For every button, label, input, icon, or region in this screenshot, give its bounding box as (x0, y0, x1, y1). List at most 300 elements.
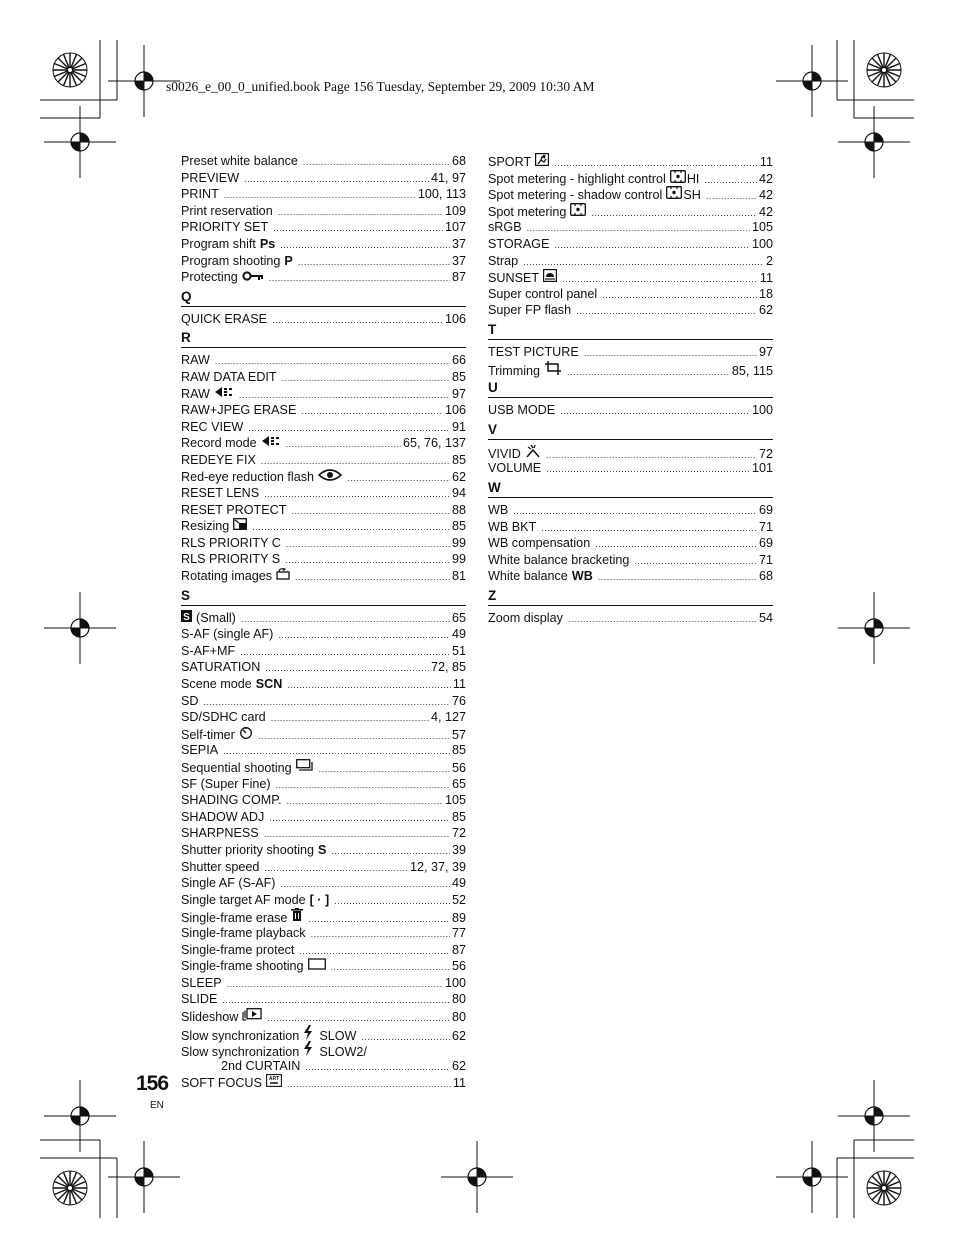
dot-leader (331, 959, 450, 976)
entry-page-ref: 62 (451, 1058, 466, 1073)
reg-mark-bottom-center (441, 1141, 513, 1213)
entry-term: Program shift (181, 236, 256, 251)
index-entry (181, 1025, 466, 1042)
index-entry (181, 170, 466, 187)
dot-leader (331, 843, 450, 860)
reg-mark-mid-right (838, 592, 910, 664)
dot-leader (523, 254, 764, 271)
dot-leader (248, 420, 450, 437)
dot-leader (222, 992, 450, 1009)
entry-page-ref: 42 (758, 204, 773, 219)
index-entry (181, 203, 466, 220)
entry-term: 2nd CURTAIN (221, 1058, 301, 1073)
dot-leader (269, 810, 450, 827)
dot-leader (347, 470, 450, 487)
index-entry (488, 344, 773, 361)
entry-page-ref: 100 (751, 403, 773, 418)
index-entry (488, 219, 773, 236)
entry-term: RESET LENS (181, 486, 260, 501)
entry-term: RAW (181, 386, 210, 401)
section-letter-heading: V (488, 420, 773, 440)
entry-term: SPORT (488, 155, 532, 169)
entry-page-ref: 37 (451, 253, 466, 268)
index-entry (181, 792, 466, 809)
entry-term: Shutter priority shooting (181, 842, 315, 857)
dot-leader (305, 1059, 450, 1076)
entry-suffix: HI (686, 171, 700, 186)
entry-page-ref: 11 (452, 677, 466, 692)
dot-leader (546, 461, 750, 478)
entry-page-ref: 101 (751, 461, 773, 476)
entry-term: Single-frame playback (181, 925, 306, 940)
entry-term: S-AF (single AF) (181, 627, 274, 642)
entry-page-ref: 85 (451, 519, 466, 534)
dot-leader (704, 172, 757, 189)
page-number: 156 (136, 1072, 169, 1095)
entry-page-ref: 99 (451, 535, 466, 550)
entry-term: Single target AF mode (181, 892, 306, 907)
index-entry (181, 352, 466, 369)
dot-leader (595, 536, 757, 553)
entry-suffix: SLOW (319, 1028, 357, 1043)
index-entry (488, 402, 773, 419)
dot-leader (227, 976, 443, 993)
index-entry (181, 402, 466, 419)
dot-leader (282, 370, 450, 387)
entry-term: SHARPNESS (181, 826, 259, 841)
language-code: EN (150, 1100, 164, 1111)
index-entry (181, 469, 466, 486)
self-timer-icon (239, 726, 253, 744)
dot-leader (265, 660, 429, 677)
dot-leader (513, 503, 757, 520)
entry-term: SLEEP (181, 975, 222, 990)
entry-term: Rotating images (181, 569, 273, 584)
entry-page-ref: 62 (451, 469, 466, 484)
entry-page-ref: 88 (451, 502, 466, 517)
dot-leader (241, 611, 450, 628)
entry-symbol: SCN (255, 677, 283, 692)
entry-term: Spot metering - highlight control (488, 171, 666, 186)
entry-page-ref: 69 (758, 502, 773, 517)
index-entry (181, 925, 466, 942)
entry-page-ref: 11 (759, 155, 773, 169)
dot-leader (264, 826, 450, 843)
entry-page-ref: 72, 85 (430, 660, 466, 675)
dot-leader (264, 486, 450, 503)
entry-page-ref: 51 (451, 643, 466, 658)
index-entry (181, 693, 466, 710)
entry-page-ref: 106 (444, 311, 466, 326)
dot-leader (298, 254, 450, 271)
entry-term: Resizing (181, 519, 230, 534)
dot-leader (285, 552, 450, 569)
entry-page-ref: 89 (451, 911, 466, 926)
entry-page-ref: 49 (451, 627, 466, 642)
entry-page-ref: 105 (751, 220, 773, 235)
dot-leader (286, 536, 450, 553)
entry-page-ref: 65 (451, 610, 466, 625)
dot-leader (568, 611, 757, 628)
entry-term: Single AF (S-AF) (181, 876, 276, 891)
index-column-right (488, 153, 773, 626)
dot-leader (264, 860, 408, 877)
reg-mark-mid-left (44, 592, 116, 664)
index-entry (181, 369, 466, 386)
entry-term: TEST PICTURE (488, 344, 579, 359)
entry-page-ref: 12, 37, 39 (409, 859, 466, 874)
entry-term: Print reservation (181, 203, 273, 218)
section-letter-heading: Q (181, 287, 466, 307)
entry-term: Record mode (181, 436, 257, 451)
sport-icon (535, 153, 549, 171)
entry-page-ref: 97 (758, 344, 773, 359)
dot-leader (706, 188, 757, 205)
index-entry (488, 286, 773, 303)
entry-page-ref: 71 (758, 519, 773, 534)
entry-page-ref: 85 (451, 369, 466, 384)
entry-term: WB (488, 502, 509, 517)
entry-page-ref: 62 (758, 303, 773, 318)
dot-leader (634, 553, 757, 570)
index-entry (488, 444, 773, 461)
entry-symbol: P (284, 253, 293, 268)
entry-page-ref: 100 (751, 236, 773, 251)
entry-page-ref: 39 (451, 842, 466, 857)
entry-term: VOLUME (488, 461, 542, 476)
entry-page-ref: 85 (451, 452, 466, 467)
entry-term: SOFT FOCUS (181, 1076, 262, 1091)
entry-term: Preset white balance (181, 154, 298, 168)
dot-leader (287, 677, 451, 694)
entry-term: Sequential shooting (181, 761, 292, 775)
entry-term: REDEYE FIX (181, 452, 256, 467)
dot-leader (303, 154, 450, 171)
dot-leader (598, 569, 757, 586)
dot-leader (215, 353, 450, 370)
entry-term: SHADOW ADJ (181, 809, 265, 824)
dot-leader (576, 303, 757, 320)
entry-page-ref: 91 (451, 419, 466, 434)
index-entry (488, 186, 773, 203)
dot-leader (287, 793, 443, 810)
dot-leader (541, 520, 757, 537)
entry-symbol: [ · ] (309, 892, 330, 907)
dot-leader (295, 569, 450, 586)
index-entry (181, 551, 466, 568)
entry-symbol: S (318, 842, 327, 857)
small-s-icon (181, 610, 192, 627)
entry-page-ref: 99 (451, 552, 466, 567)
entry-page-ref: 107 (444, 220, 466, 235)
dot-leader (239, 387, 450, 404)
dot-leader (361, 1029, 450, 1046)
index-entry (488, 269, 773, 286)
index-entry (181, 1058, 466, 1075)
dot-leader (334, 893, 450, 910)
entry-page-ref: 80 (451, 1009, 466, 1024)
index-entry (181, 269, 466, 286)
entry-page-ref: 85, 115 (731, 363, 773, 378)
section-letter-heading: T (488, 320, 773, 340)
entry-page-ref: 76 (451, 693, 466, 708)
entry-page-ref: 42 (758, 188, 773, 203)
entry-term: PRINT (181, 187, 219, 202)
dot-leader (319, 761, 450, 778)
entry-page-ref: 62 (451, 1028, 466, 1043)
entry-term: Trimming (488, 363, 541, 378)
index-entry (181, 759, 466, 776)
entry-term: WB compensation (488, 536, 591, 551)
entry-page-ref: 106 (444, 403, 466, 418)
index-entry (181, 1074, 466, 1091)
entry-term: S-AF+MF (181, 643, 236, 658)
entry-term: SATURATION (181, 660, 261, 675)
index-entry (488, 502, 773, 519)
dot-leader (280, 876, 450, 893)
index-entry (181, 419, 466, 436)
section-letter-heading: Z (488, 586, 773, 606)
index-entry (488, 170, 773, 187)
index-entry (181, 975, 466, 992)
entry-page-ref: 41, 97 (430, 170, 466, 185)
index-entry (181, 908, 466, 925)
corner-mark-bottom-right (776, 1080, 914, 1218)
index-entry (181, 153, 466, 170)
spot-icon (670, 170, 686, 188)
index-entry (181, 842, 466, 859)
index-entry (488, 552, 773, 569)
entry-page-ref: 97 (451, 386, 466, 401)
entry-term: SF (Super Fine) (181, 776, 271, 791)
entry-page-ref: 72 (451, 826, 466, 841)
dot-leader (267, 1010, 450, 1027)
index-entry (488, 535, 773, 552)
corner-mark-top-right (776, 40, 914, 178)
entry-term: Shutter speed (181, 859, 260, 874)
index-entry (181, 958, 466, 975)
entry-term: Zoom display (488, 610, 563, 625)
entry-page-ref: 80 (451, 992, 466, 1007)
index-entry (181, 776, 466, 793)
index-entry (488, 460, 773, 477)
entry-page-ref: 77 (451, 925, 466, 940)
entry-page-ref: 68 (451, 154, 466, 168)
entry-term: USB MODE (488, 403, 556, 418)
entry-page-ref: 56 (451, 959, 466, 974)
resize-icon (233, 518, 247, 535)
entry-term: REC VIEW (181, 419, 244, 434)
sequential-icon (296, 759, 314, 777)
index-entry (181, 435, 466, 452)
index-entry (181, 659, 466, 676)
entry-page-ref: 100 (444, 975, 466, 990)
entry-term: Single-frame protect (181, 942, 295, 957)
entry-term: Self-timer (181, 727, 235, 742)
entry-term: SD/SDHC card (181, 710, 266, 725)
dot-leader (560, 403, 750, 420)
raw-icon (261, 435, 281, 452)
key-icon (242, 269, 264, 286)
index-entry (488, 568, 773, 585)
index-entry (181, 236, 466, 253)
index-entry (181, 809, 466, 826)
entry-term: RLS PRIORITY S (181, 552, 281, 567)
dot-leader (272, 312, 443, 329)
entry-suffix: SH (683, 188, 701, 203)
entry-term: RESET PROTECT (181, 502, 287, 517)
raw-icon (214, 386, 234, 403)
entry-page-ref: 65, 76, 137 (402, 436, 466, 451)
dot-leader (584, 345, 757, 362)
dot-leader (567, 364, 730, 381)
dot-leader (554, 237, 750, 254)
index-entry (181, 219, 466, 236)
index-entry (181, 518, 466, 535)
entry-term: RAW (181, 353, 210, 368)
entry-page-ref: 42 (758, 171, 773, 186)
index-entry (488, 302, 773, 319)
entry-page-ref: 100, 113 (417, 187, 466, 202)
dot-leader (252, 519, 450, 536)
index-entry (488, 519, 773, 536)
dot-leader (223, 743, 450, 760)
index-entry (488, 153, 773, 170)
dot-leader (258, 728, 450, 745)
eye-icon (318, 469, 342, 486)
entry-page-ref: 87 (451, 270, 466, 285)
sunset-icon (543, 269, 557, 287)
dot-leader (261, 453, 450, 470)
entry-page-ref: 105 (444, 793, 466, 808)
index-entry (181, 709, 466, 726)
dot-leader (291, 503, 450, 520)
dot-leader (271, 710, 429, 727)
index-entry (181, 502, 466, 519)
index-entry (181, 186, 466, 203)
entry-page-ref: 109 (444, 203, 466, 218)
spot-icon (570, 203, 586, 221)
entry-term: PRIORITY SET (181, 220, 269, 235)
rotate-icon (276, 568, 290, 585)
section-letter-heading: R (181, 328, 466, 348)
spot-icon (666, 186, 682, 204)
entry-term: RAW DATA EDIT (181, 369, 277, 384)
index-entry (181, 386, 466, 403)
index-entry (181, 568, 466, 585)
entry-term: WB BKT (488, 519, 537, 534)
dot-leader (273, 220, 443, 237)
entry-page-ref: 71 (758, 552, 773, 567)
index-entry (181, 535, 466, 552)
index-entry (488, 203, 773, 220)
entry-page-ref: 85 (451, 809, 466, 824)
index-entry (181, 859, 466, 876)
dot-leader (301, 403, 443, 420)
index-entry (488, 253, 773, 270)
index-entry (488, 236, 773, 253)
book-slug: s0026_e_00_0_unified.book Page 156 Tuesday, September 29, 2009 10:30 AM (166, 79, 595, 94)
entry-suffix: SLOW2/ (319, 1045, 367, 1060)
entry-page-ref: 87 (451, 942, 466, 957)
dot-leader (287, 1076, 451, 1093)
entry-term: Spot metering (488, 204, 567, 219)
index-entry (181, 452, 466, 469)
entry-term: SEPIA (181, 743, 219, 758)
index-entry (181, 825, 466, 842)
index-entry (181, 311, 466, 328)
index-entry (181, 676, 466, 693)
index-entry (181, 485, 466, 502)
section-letter-heading: W (488, 478, 773, 498)
entry-symbol: WB (571, 569, 593, 584)
entry-term: STORAGE (488, 236, 550, 251)
section-letter-heading: U (488, 378, 773, 398)
entry-term: Strap (488, 253, 519, 268)
index-entry (488, 361, 773, 378)
entry-page-ref: 94 (451, 486, 466, 501)
entry-page-ref: 52 (451, 892, 466, 907)
index-entry (181, 942, 466, 959)
entry-page-ref: 2 (765, 253, 773, 268)
dot-leader (311, 926, 450, 943)
entry-term: QUICK ERASE (181, 311, 268, 326)
entry-symbol: Ps (259, 236, 276, 251)
entry-page-ref: 11 (759, 271, 773, 286)
index-entry (181, 726, 466, 743)
entry-page-ref: 18 (758, 286, 773, 301)
entry-term: (Small) (196, 610, 236, 625)
dot-leader (299, 943, 450, 960)
entry-page-ref: 65 (451, 776, 466, 791)
entry-term: Single-frame erase (181, 911, 288, 926)
entry-page-ref: 85 (451, 743, 466, 758)
index-entry (181, 643, 466, 660)
entry-term: Slow synchronization (181, 1028, 300, 1043)
entry-term: White balance bracketing (488, 552, 630, 567)
entry-page-ref: 72 (758, 446, 773, 461)
index-entry (181, 253, 466, 270)
entry-term: White balance (488, 569, 568, 584)
index-entry (181, 991, 466, 1008)
entry-page-ref: 37 (451, 236, 466, 251)
entry-term: Program shooting (181, 253, 281, 268)
entry-term: Super control panel (488, 286, 598, 301)
entry-term: SUNSET (488, 271, 540, 286)
entry-term: SLIDE (181, 992, 218, 1007)
index-entry (181, 610, 466, 627)
entry-page-ref: 69 (758, 536, 773, 551)
entry-term: RAW+JPEG ERASE (181, 403, 297, 418)
dot-leader (224, 187, 416, 204)
entry-term: Protecting (181, 270, 238, 285)
dot-leader (240, 644, 450, 661)
svg-text:S: S (183, 611, 190, 622)
entry-page-ref: 56 (451, 761, 466, 775)
corner-mark-top-left (40, 40, 180, 178)
index-entry (181, 626, 466, 643)
entry-page-ref: 66 (451, 353, 466, 368)
dot-leader (278, 204, 443, 221)
section-letter-heading: S (181, 586, 466, 606)
entry-page-ref: 81 (451, 569, 466, 584)
entry-term: SHADING COMP. (181, 793, 282, 808)
entry-page-ref: 11 (452, 1076, 466, 1091)
dot-leader (280, 237, 450, 254)
entry-term: sRGB (488, 220, 522, 235)
entry-term: Red-eye reduction flash (181, 469, 315, 484)
entry-page-ref: 54 (758, 610, 773, 625)
